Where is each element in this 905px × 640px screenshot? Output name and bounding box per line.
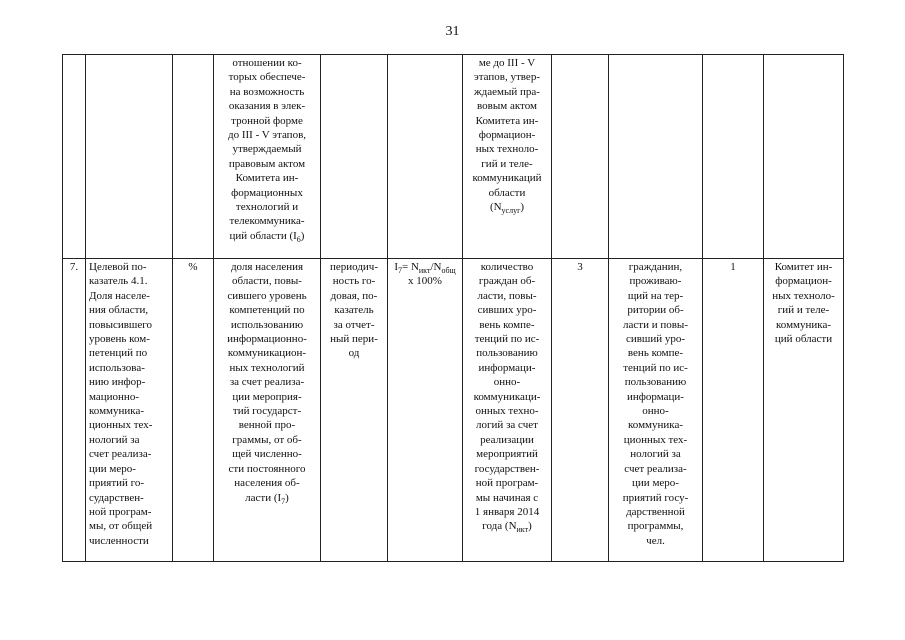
unit-cell: % [173,259,214,562]
table-cell [552,55,609,259]
table-cell [63,55,86,259]
periodicity-cell: периодич- ность го- довая, по- казатель за отчет- ный пери- од [321,259,388,562]
table-cell: ме до III - V этапов, утвер- ждаемый пра- вовым актом Комитета ин- формацион- ных техноло- гий и теле- коммуникаций области $(N_{услуг})$ [463,55,552,259]
table-cell [764,55,844,259]
formula-cell: $I_7= N_{икт}/N_{общ}$ х 100% [388,259,463,562]
table-cell [173,55,214,259]
table-row [63,259,844,562]
table-cell [703,55,764,259]
basic-indicator-cell: количество граждан об- ласти, повы- сивших уро- вень компе- тенций по ис- пользованию информаци- онно- коммуникаци- онных техно- логий за счет реализации мероприятий государствен- ной програм- мы начиная с 1 января 2014 года $(N_{икт})$ [463,259,552,562]
table-cell [609,55,703,259]
row-number: 7. [63,259,86,562]
table-cell: отношении ко- торых обеспече- на возможность оказания в элек- тронной форме до III - V этапов, утверждаемый правовым актом Комитета ин- формационных технологий и телекоммуника- ций области $(I_6)$ [214,55,321,259]
method-cell: 3 [552,259,609,562]
responsible-cell: Комитет ин- формацион- ных техноло- гий и теле- коммуника- ций области [764,259,844,562]
table-cell [388,55,463,259]
population-cell: гражданин, проживаю- щий на тер- ритории об- ласти и повы- сивший уро- вень компе- тенций по ис- пользованию информаци- онно- коммуника- ционных тех- нологий за счет реализа- ции меро- приятий госу- дарственной программы, чел. [609,259,703,562]
definition-cell: доля населения области, повы- сившего уровень компетенций по использованию информационно- коммуникацион- ных технологий за счет реализа- ции мероприя- тий государст- венной про- граммы, от об- щей численно- сти постоянного населения об- ласти $(I_7)$ [214,259,321,562]
indicators-table [62,54,844,562]
observation-cell: 1 [703,259,764,562]
indicator-name: Целевой по- казатель 4.1. Доля населе- ния области, повысившего уровень ком- петенций по использова- нию инфор- мационно- коммуника- ционных тех- нологий за счет реализа- ции меро- приятий го- сударствен- ной програм- мы, от общей численности [86,259,173,562]
table-cell [86,55,173,259]
page-number: 31 [445,24,460,39]
table-cell [321,55,388,259]
table-row [63,55,844,259]
